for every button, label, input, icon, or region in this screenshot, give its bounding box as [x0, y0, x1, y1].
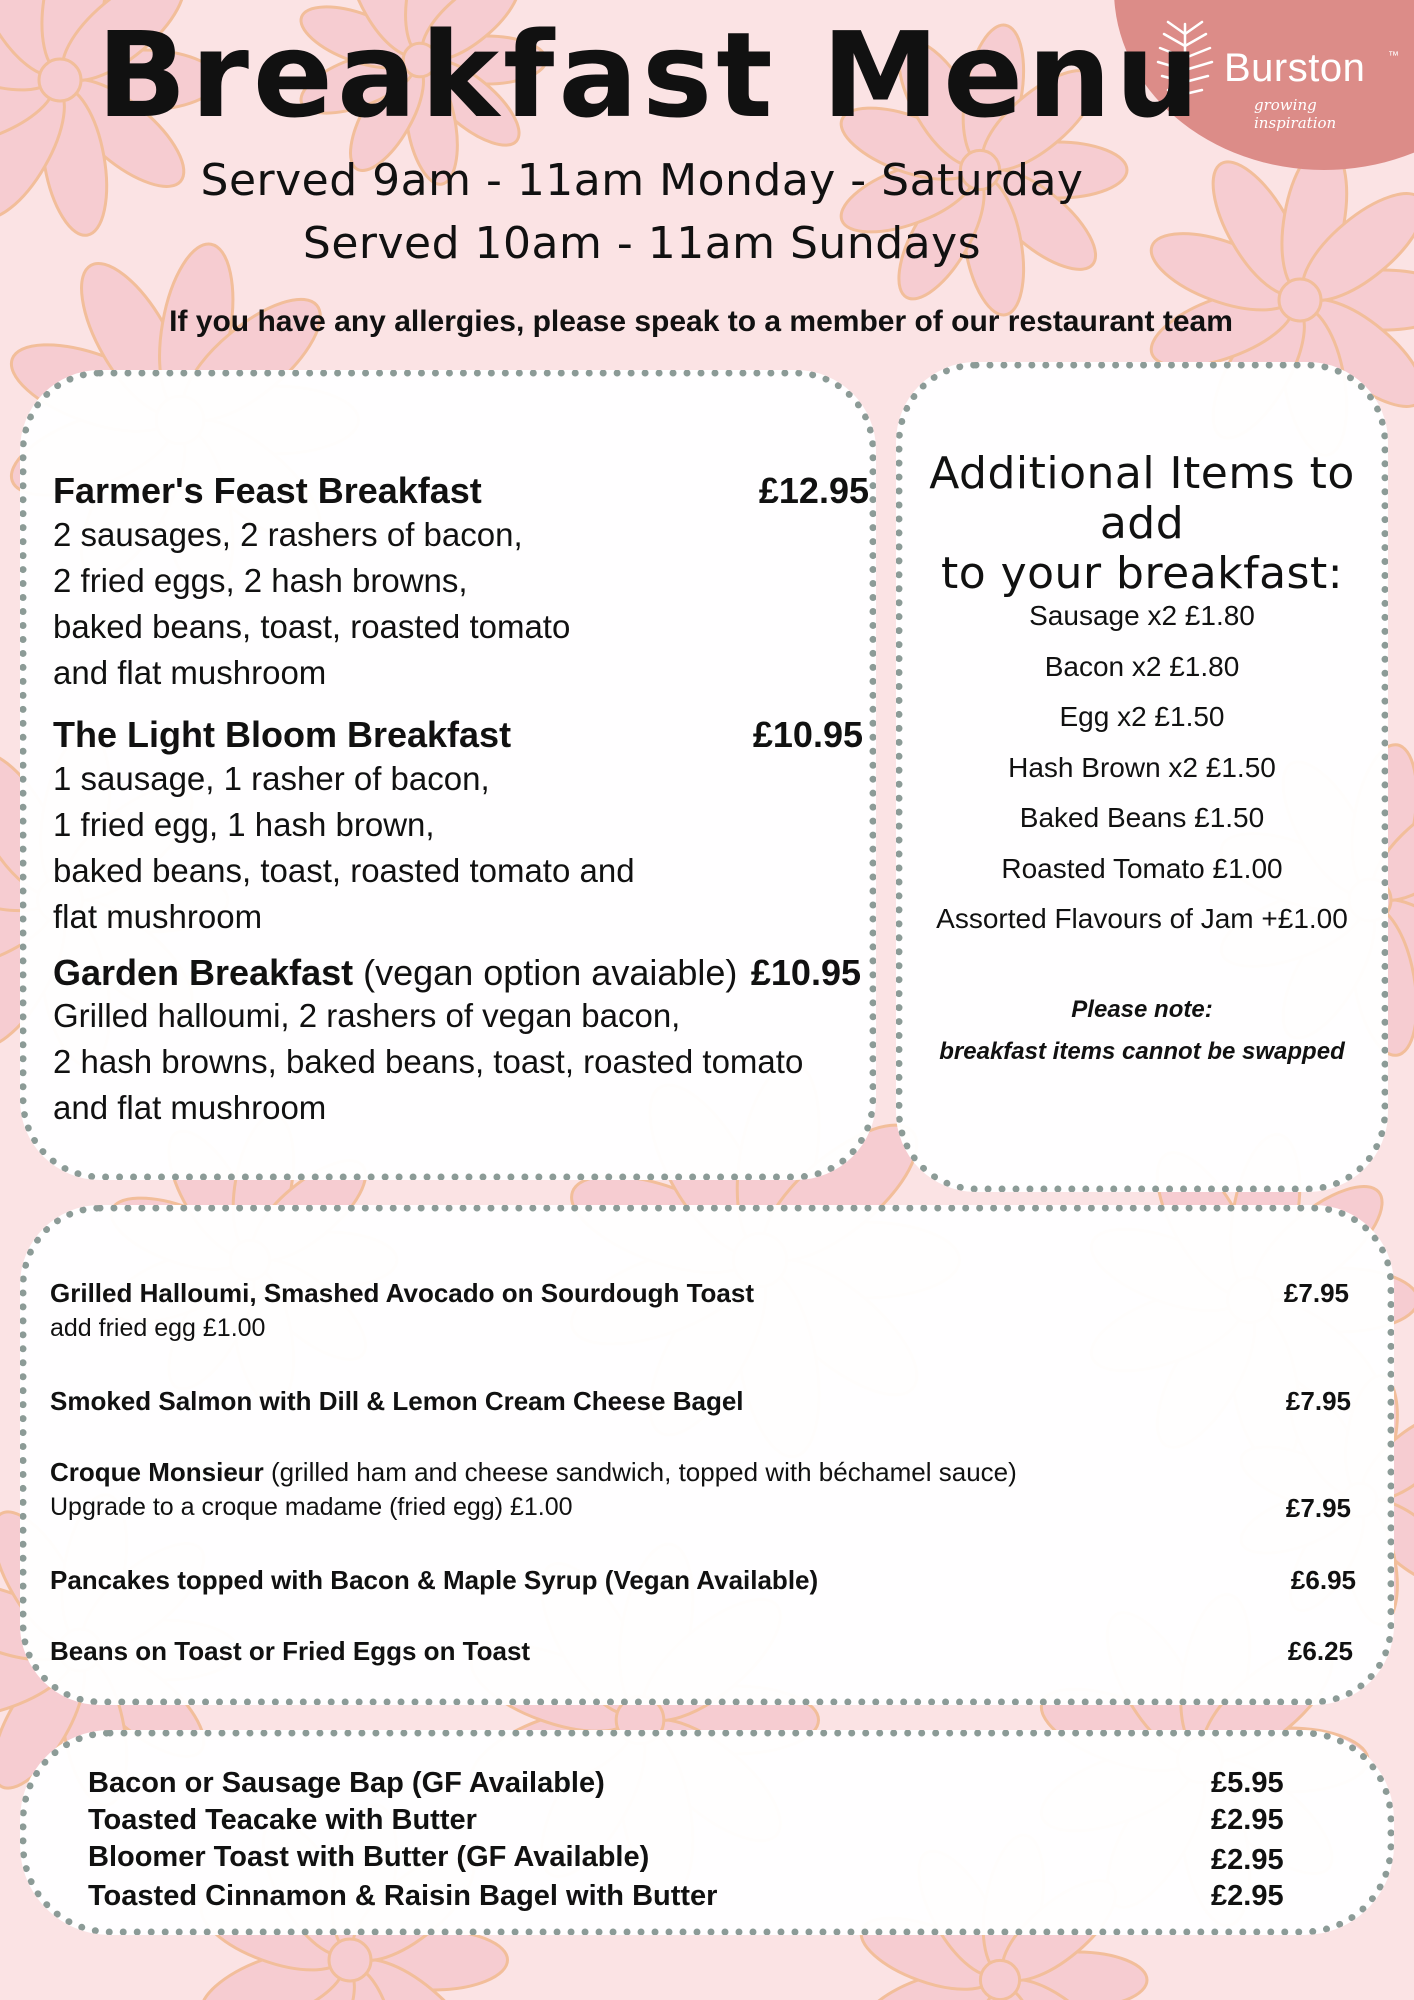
- menu-item-name: Grilled Halloumi, Smashed Avocado on Sourdough Toast: [50, 1278, 754, 1308]
- menu-item-name: Bloomer Toast with Butter (GF Available): [88, 1841, 650, 1873]
- additional-items-panel: [896, 362, 1388, 1192]
- note-text: breakfast items cannot be swapped: [939, 1038, 1345, 1065]
- menu-item-price: £5.95: [1211, 1767, 1284, 1799]
- menu-item-description: Grilled halloumi, 2 rashers of vegan bacon, 2 hash browns, baked beans, toast, roasted tomato and flat mushroom: [53, 997, 804, 1126]
- menu-item-name: Bacon or Sausage Bap (GF Available): [88, 1767, 605, 1799]
- menu-item-price: £2.95: [1211, 1804, 1284, 1836]
- menu-item-price: £7.95: [1283, 1278, 1349, 1308]
- list-item: Assorted Flavours of Jam +£1.00: [936, 903, 1348, 934]
- flower-center: [980, 1960, 1019, 1999]
- additional-items-list: [903, 591, 1381, 945]
- brand-tagline: growing inspiration: [1254, 96, 1337, 132]
- list-item: Bacon x2 £1.80: [1044, 650, 1240, 682]
- main-breakfasts-panel: [20, 370, 876, 1180]
- menu-item-name: The Light Bloom Breakfast: [53, 714, 512, 755]
- menu-item-price: £12.95: [758, 470, 869, 511]
- menu-item-price: £2.95: [1211, 1844, 1284, 1876]
- menu-item-price: £7.95: [1285, 1493, 1351, 1523]
- menu-item-price: £2.95: [1211, 1880, 1284, 1912]
- menu-item-price: £6.25: [1287, 1636, 1353, 1666]
- menu-item-price: £6.95: [1290, 1565, 1356, 1595]
- menu-item-name: Garden Breakfast (vegan option avaiable): [53, 952, 738, 993]
- menu-item-name: Toasted Cinnamon & Raisin Bagel with Butter: [88, 1880, 718, 1912]
- menu-item-name: Smoked Salmon with Dill & Lemon Cream Cheese Bagel: [50, 1386, 744, 1416]
- weekday-hours: Served 9am - 11am Monday - Saturday: [200, 155, 1084, 206]
- menu-item-price: £10.95: [750, 952, 861, 993]
- flower-center: [329, 1939, 371, 1981]
- trademark-mark: ™: [1388, 50, 1399, 62]
- list-item: Hash Brown x2 £1.50: [1008, 751, 1276, 783]
- list-item: Baked Beans £1.50: [1019, 802, 1265, 833]
- menu-item-name: Farmer's Feast Breakfast: [53, 470, 482, 511]
- light-dishes-panel: [20, 1205, 1394, 1705]
- menu-item-name: Croque Monsieur (grilled ham and cheese sandwich, topped with béchamel sauce): [50, 1457, 1017, 1487]
- page-title: Breakfast Menu: [96, 6, 1204, 144]
- menu-item-name: Toasted Teacake with Butter: [88, 1804, 477, 1836]
- note-title: Please note:: [1071, 996, 1213, 1023]
- quick-bites-panel: [20, 1730, 1394, 1935]
- sunday-hours: Served 10am - 11am Sundays: [302, 218, 982, 269]
- menu-item-addon: Upgrade to a croque madame (fried egg) £1.00: [50, 1493, 573, 1521]
- list-item: Sausage x2 £1.80: [1029, 600, 1255, 631]
- menu-item-description: 1 sausage, 1 rasher of bacon, 1 fried egg, 1 hash brown, baked beans, toast, roasted tomato and flat mushroom: [53, 760, 635, 935]
- menu-item-price: £7.95: [1285, 1386, 1351, 1416]
- additional-items-heading: Additional Items to add to your breakfast:: [929, 448, 1355, 599]
- allergy-notice: If you have any allergies, please speak to a member of our restaurant team: [169, 305, 1233, 338]
- brand-name: Burston: [1224, 46, 1366, 90]
- list-item: Egg x2 £1.50: [1059, 701, 1225, 732]
- menu-item-addon: add fried egg £1.00: [50, 1314, 266, 1342]
- menu-item-price: £10.95: [752, 714, 863, 755]
- menu-item-name: Beans on Toast or Fried Eggs on Toast: [50, 1636, 531, 1666]
- menu-item-description: 2 sausages, 2 rashers of bacon, 2 fried eggs, 2 hash browns, baked beans, toast, roasted tomato and flat mushroom: [53, 516, 571, 691]
- list-item: Roasted Tomato £1.00: [1001, 852, 1283, 884]
- menu-item-name: Pancakes topped with Bacon & Maple Syrup (Vegan Available): [50, 1565, 819, 1595]
